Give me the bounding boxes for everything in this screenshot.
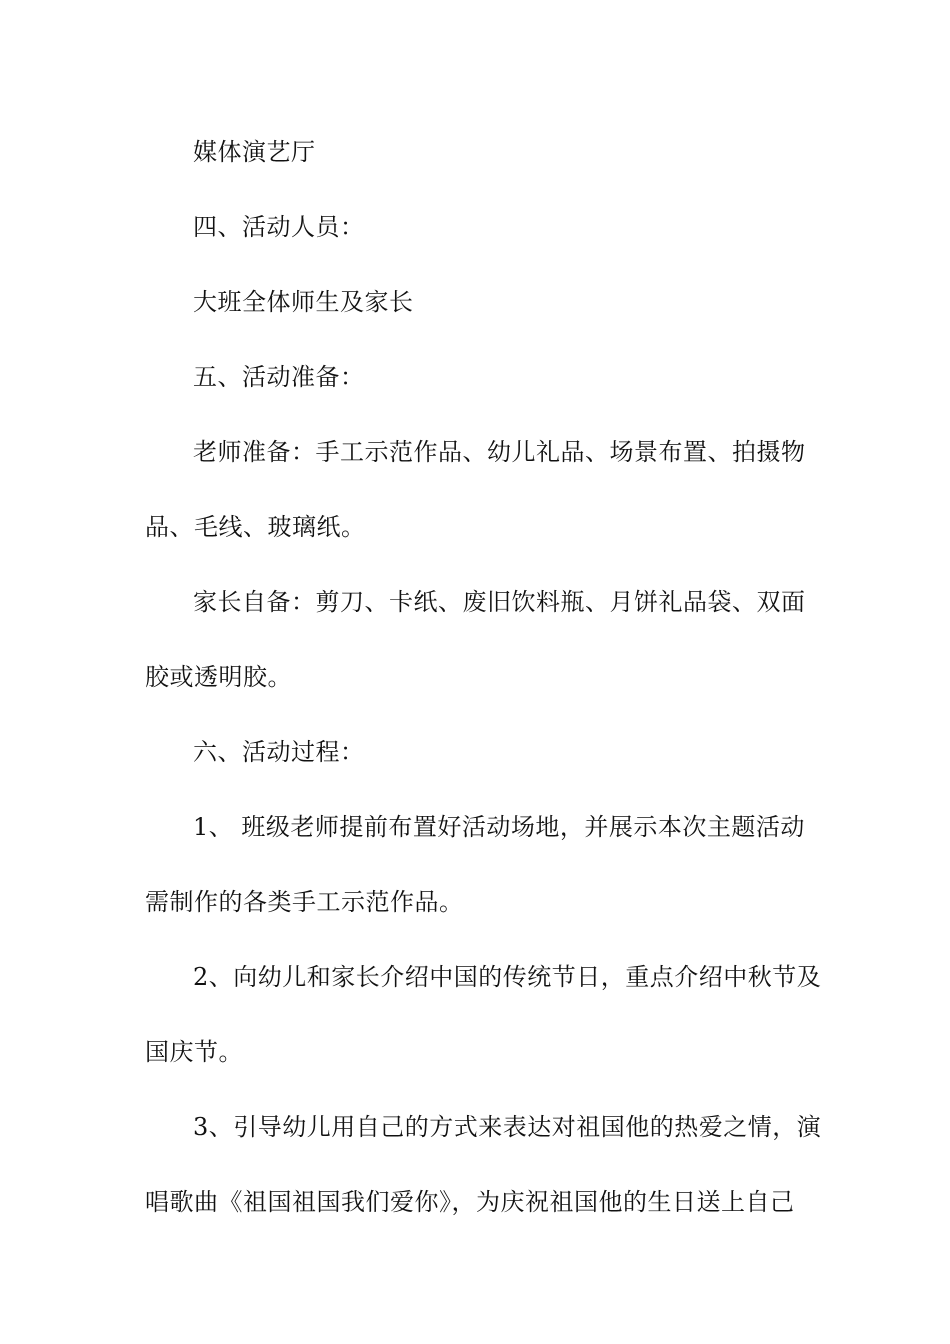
section-heading-process: 六、活动过程： — [193, 738, 365, 766]
section-heading-participants: 四、活动人员： — [193, 213, 365, 241]
process-step-1-cont: 需制作的各类手工示范作品。 — [145, 888, 464, 916]
parent-preparation-text: 家长自备：剪刀、卡纸、废旧饮料瓶、月饼礼品袋、双面 — [193, 588, 806, 616]
process-step-3-cont: 唱歌曲《祖国祖国我们爱你》，为庆祝祖国他的生日送上自己 — [145, 1188, 795, 1216]
teacher-preparation-text-cont: 品、毛线、玻璃纸。 — [145, 513, 366, 541]
process-step-2: 2、向幼儿和家长介绍中国的传统节日，重点介绍中秋节及 — [193, 963, 822, 991]
teacher-preparation-text: 老师准备：手工示范作品、幼儿礼品、场景布置、拍摄物 — [193, 438, 806, 466]
venue-text: 媒体演艺厅 — [193, 138, 316, 166]
section-heading-preparation: 五、活动准备： — [193, 363, 365, 391]
participants-text: 大班全体师生及家长 — [193, 288, 414, 316]
parent-preparation-text-cont: 胶或透明胶。 — [145, 663, 292, 691]
process-step-1: 1、 班级老师提前布置好活动场地，并展示本次主题活动 — [193, 813, 805, 841]
process-step-3: 3、引导幼儿用自己的方式来表达对祖国他的热爱之情，演 — [193, 1113, 822, 1141]
process-step-2-cont: 国庆节。 — [145, 1038, 243, 1066]
